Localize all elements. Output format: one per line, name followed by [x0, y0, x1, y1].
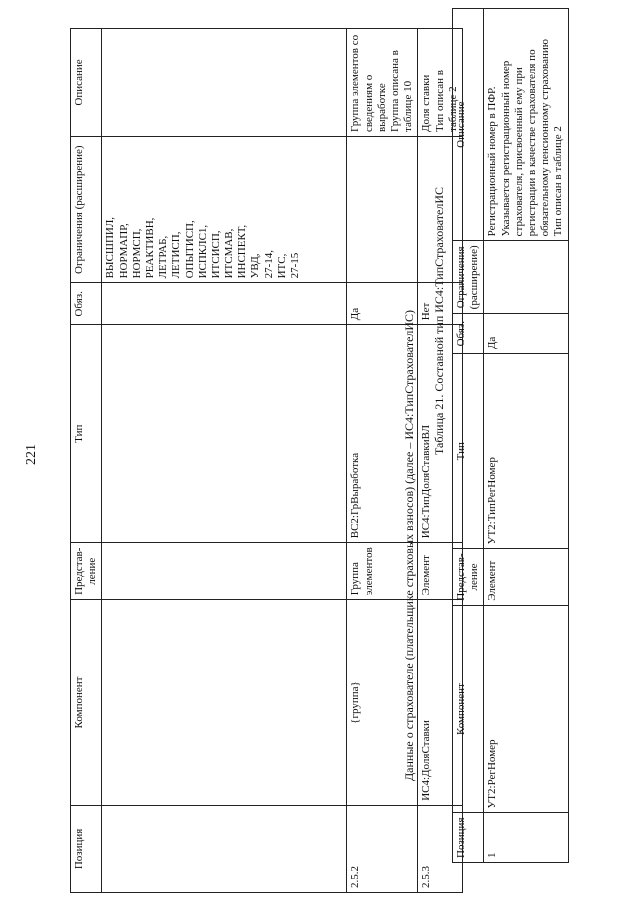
cell-type: ИС4:ТипДоляСтавкиВЛ [418, 325, 463, 543]
cell-description: Доля ставки Тип описан в таблице 2 [418, 29, 463, 137]
table-title: Таблица 21. Составной тип ИС4:ТипСтрахователИС [432, 186, 446, 455]
cell-description [102, 29, 347, 137]
cell-type [102, 325, 347, 543]
cell-required: Да [347, 283, 418, 325]
cell-presentation: Элемент [484, 549, 568, 605]
header-component: Компонент [71, 600, 102, 806]
cell-type: ВС2:ГрВыработка [347, 325, 418, 543]
cell-component [102, 600, 347, 806]
table-row [484, 9, 568, 863]
table-header-row [71, 29, 102, 893]
cell-required [102, 283, 347, 325]
header-description: Описание [453, 9, 484, 241]
cell-description: Регистрационный номер в ПФР. Указывается регистрационный номер страхователя, присвоенный ему при регистрации в качестве страхователя по обязательному пенсионному страхованию Тип описан в таблице 2 [484, 9, 568, 241]
header-description: Описание [71, 29, 102, 137]
header-presentation: Представ-ление [453, 549, 484, 605]
header-position: Позиция [453, 813, 484, 863]
cell-component: УТ2:РегНомер [484, 605, 568, 813]
cell-presentation: Элемент [418, 543, 463, 600]
table-row [102, 29, 347, 893]
header-type: Тип [453, 354, 484, 549]
cell-required: Нет [418, 283, 463, 325]
cell-required: Да [484, 314, 568, 354]
section-heading: Данные о страхователе (плательщике страховых взносов) (далее – ИС4:ТипСтрахователИС) [402, 309, 416, 781]
page-number: 221 [24, 444, 39, 465]
cell-position: 2.5.3 [418, 805, 463, 892]
cell-component: ИС4:ДоляСтавки [418, 600, 463, 806]
cell-position [102, 805, 347, 892]
header-required: Обяз. [453, 314, 484, 354]
header-component: Компонент [453, 605, 484, 813]
component-table-21 [452, 8, 569, 863]
table-header-row [453, 9, 484, 863]
header-restrictions: Ограничения (расширение) [453, 241, 484, 314]
header-type: Тип [71, 325, 102, 543]
header-restrictions: Ограничения (расширение) [71, 136, 102, 282]
header-presentation: Представ-ление [71, 543, 102, 600]
cell-position: 1 [484, 813, 568, 863]
cell-restrictions [347, 136, 418, 282]
cell-presentation [102, 543, 347, 600]
cell-restrictions [484, 241, 568, 314]
cell-restrictions: ВЫСШПИЛ, НОРМАПР, НОРМСП, РЕАКТИВН, ЛЕТРАБ, ЛЕТИСП, ОПЫТИСП, ИСПКЛС1, ИТСИСП, ИТСМАВ, ИНСПЕКТ, УВД, 27-14, ИТС, 27-15 [102, 136, 347, 282]
header-required: Обяз. [71, 283, 102, 325]
cell-presentation: Группа элементов [347, 543, 418, 600]
cell-position: 2.5.2 [347, 805, 418, 892]
cell-type: УТ2:ТипРегНомер [484, 354, 568, 549]
header-position: Позиция [71, 805, 102, 892]
cell-description: Группа элементов со сведениям о выработке Группа описана в таблице 10 [347, 29, 418, 137]
cell-component: {группа} [347, 600, 418, 806]
